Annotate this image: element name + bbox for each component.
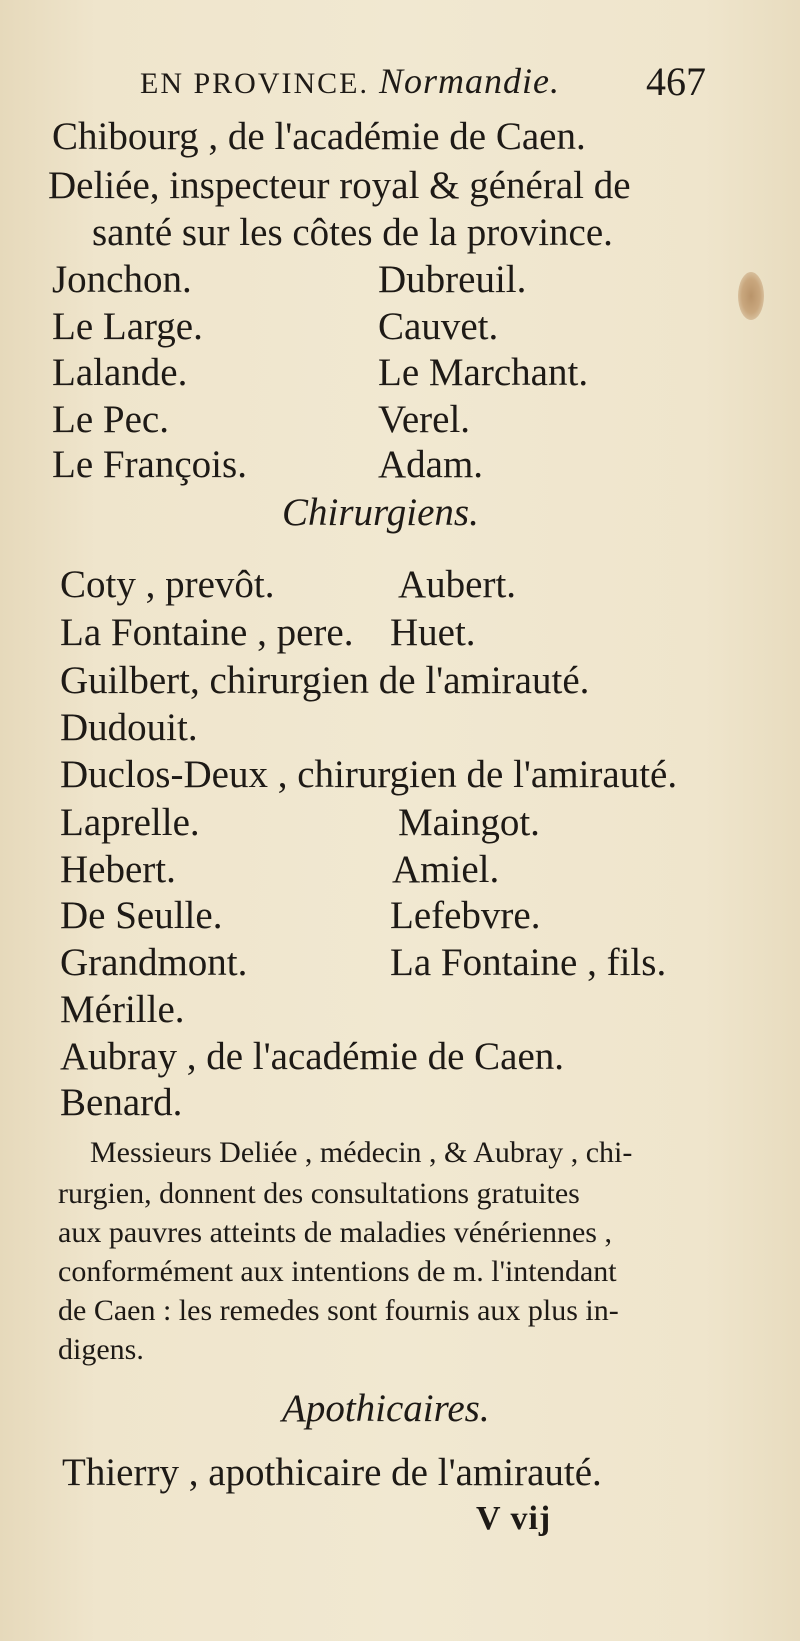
text-line: Deliée, inspecteur royal & général de — [48, 164, 631, 207]
name-left: Le Pec. — [52, 398, 169, 441]
note-line: aux pauvres atteints de maladies vénériennes , — [58, 1216, 612, 1249]
page-number: 467 — [646, 59, 706, 104]
name-right: Verel. — [378, 398, 471, 441]
running-head-prefix: EN PROVINCE. — [140, 67, 370, 100]
name-right: Lefebvre. — [390, 894, 541, 937]
text-line: Dudouit. — [60, 706, 198, 749]
name-right: Maingot. — [398, 801, 540, 844]
note-line: rurgien, donnent des consultations gratuites — [58, 1177, 580, 1210]
text-line: Aubray , de l'académie de Caen. — [60, 1035, 565, 1078]
text-line: Mérille. — [60, 988, 185, 1031]
note-line: conformément aux intentions de m. l'intendant — [58, 1255, 617, 1288]
name-right: Dubreuil. — [378, 258, 527, 301]
name-right: Le Marchant. — [378, 351, 589, 394]
name-right: Adam. — [378, 443, 484, 486]
text-line: Chibourg , de l'académie de Caen. — [52, 115, 586, 158]
signature-mark: V vij — [476, 1500, 552, 1537]
name-left: Laprelle. — [60, 801, 200, 844]
name-left: La Fontaine , pere. — [60, 611, 354, 654]
name-right: Cauvet. — [378, 305, 499, 348]
paper-stain — [738, 272, 764, 320]
name-right: Huet. — [390, 611, 476, 654]
name-right: La Fontaine , fils. — [390, 941, 667, 984]
text-line: Thierry , apothicaire de l'amirauté. — [62, 1451, 602, 1494]
running-head-region: Normandie. — [379, 61, 561, 101]
name-left: De Seulle. — [60, 894, 223, 937]
text-line: Benard. — [60, 1081, 183, 1124]
name-left: Grandmont. — [60, 941, 248, 984]
name-left: Jonchon. — [52, 258, 192, 301]
name-left: Le Large. — [52, 305, 203, 348]
name-left: Le François. — [52, 443, 247, 486]
note-line: Messieurs Deliée , médecin , & Aubray , chi- — [90, 1136, 633, 1169]
text-line: Duclos-Deux , chirurgien de l'amirauté. — [60, 753, 678, 796]
name-right: Aubert. — [398, 563, 517, 606]
section-heading-surgeons: Chirurgiens. — [282, 491, 479, 534]
name-right: Amiel. — [392, 848, 500, 891]
section-heading-apothecaries: Apothicaires. — [282, 1387, 490, 1430]
text-line: Guilbert, chirurgien de l'amirauté. — [60, 659, 590, 702]
text-line: santé sur les côtes de la province. — [92, 211, 613, 254]
note-line: de Caen : les remedes sont fournis aux plus in- — [58, 1294, 619, 1327]
name-left: Hebert. — [60, 848, 176, 891]
note-line: digens. — [58, 1333, 144, 1366]
name-left: Coty , prevôt. — [60, 563, 275, 606]
running-head — [140, 60, 560, 102]
name-left: Lalande. — [52, 351, 188, 394]
